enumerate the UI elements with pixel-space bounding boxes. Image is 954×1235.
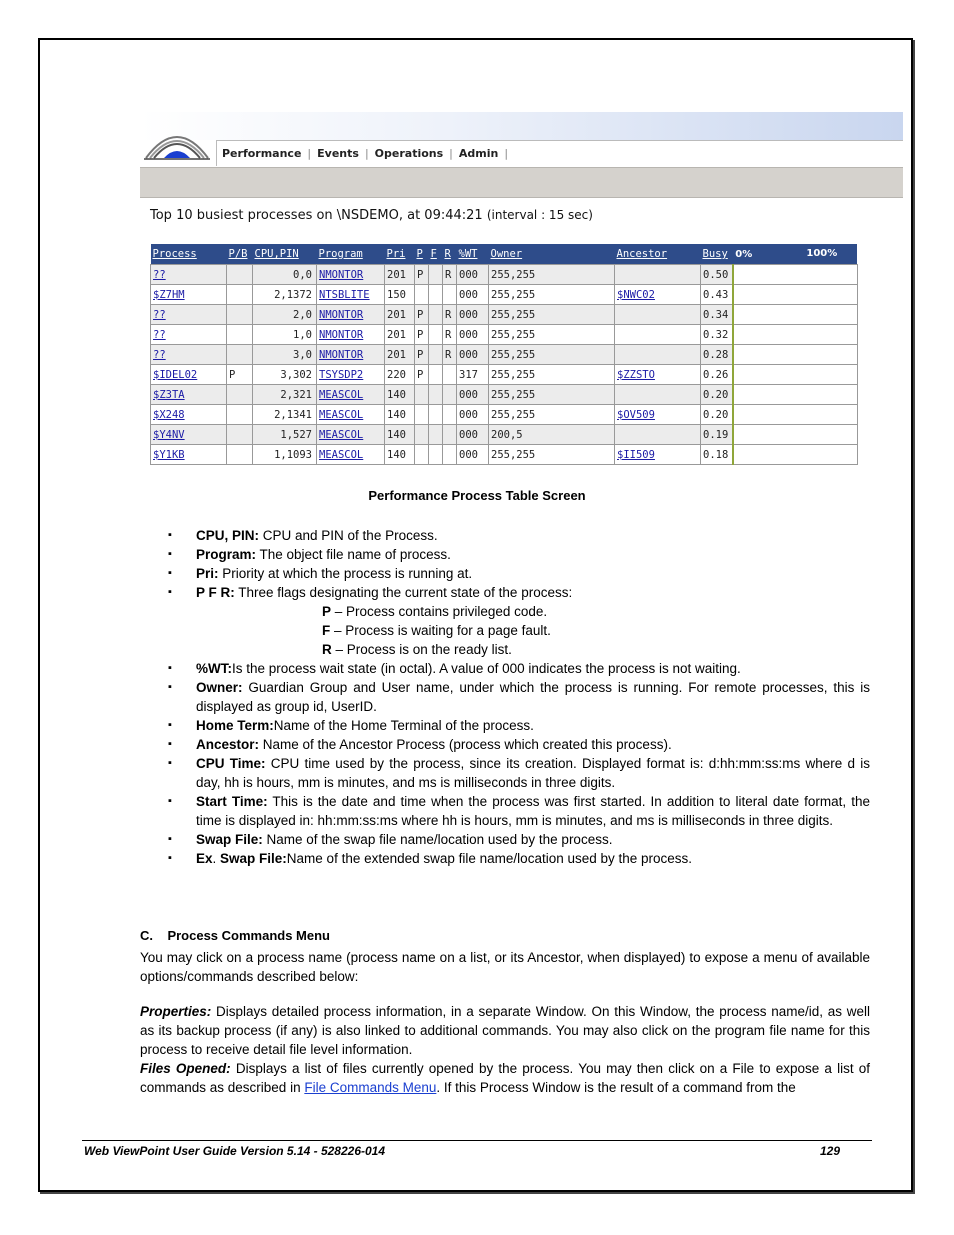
busy-bar	[733, 265, 857, 285]
col-p[interactable]: P	[416, 248, 423, 260]
process-link[interactable]: $Z3TA	[153, 388, 185, 401]
table-row	[151, 405, 858, 425]
nav-events[interactable]: Events	[317, 147, 359, 160]
cell-owner: 255,255	[489, 365, 615, 385]
busy-bar	[733, 385, 857, 405]
col-program[interactable]: Program	[318, 248, 363, 260]
cell-f	[429, 305, 443, 325]
cell-ancestor	[615, 285, 701, 305]
cell-wt: 000	[457, 425, 489, 445]
busy-bar	[733, 325, 857, 345]
col-ancestor[interactable]: Ancestor	[616, 248, 668, 260]
cell-pb	[227, 265, 253, 285]
cell-pri: 150	[385, 285, 415, 305]
process-table	[150, 244, 858, 465]
col-f[interactable]: F	[430, 248, 437, 260]
program-link[interactable]: TSYSDP2	[319, 368, 364, 381]
flag-item: R – Process is on the ready list.	[322, 642, 512, 657]
cell-p	[415, 445, 429, 465]
cell-busy: 0.28	[701, 345, 734, 365]
busy-scale-min: 0%	[735, 248, 753, 260]
nav-separator: |	[504, 147, 509, 160]
ancestor-link[interactable]: $NWC02	[617, 288, 655, 301]
cell-p	[415, 425, 429, 445]
cell-wt: 000	[457, 385, 489, 405]
cell-r: R	[443, 265, 457, 285]
busy-bar	[733, 285, 857, 305]
busy-scale-max: 100%	[806, 248, 838, 259]
program-link[interactable]: MEASCOL	[319, 388, 364, 401]
process-link[interactable]: $Y4NV	[153, 428, 185, 441]
program-link[interactable]: NMONTOR	[319, 328, 364, 341]
cell-program	[317, 445, 385, 465]
cell-r	[443, 425, 457, 445]
process-link[interactable]: ??	[153, 308, 166, 321]
definition-item: ▪ Owner: Guardian Group and User name, under which the process is running. For remote processes, this is displayed as group id, UserID.	[168, 678, 870, 716]
definition-item: ▪ CPU, PIN: CPU and PIN of the Process.	[168, 526, 870, 545]
flag-item: P – Process contains privileged code.	[322, 604, 548, 619]
program-link[interactable]: MEASCOL	[319, 428, 364, 441]
col-r[interactable]: R	[444, 248, 451, 260]
cell-cpupin: 2,1372	[253, 285, 317, 305]
page-number: 129	[820, 1144, 841, 1158]
table-row	[151, 425, 858, 445]
cell-ancestor	[615, 345, 701, 365]
screen-heading	[150, 208, 593, 223]
cell-process	[151, 365, 227, 385]
cell-busy: 0.19	[701, 425, 734, 445]
table-row	[151, 365, 858, 385]
cell-p: P	[415, 345, 429, 365]
process-link[interactable]: $IDEL02	[153, 368, 198, 381]
cell-pb	[227, 325, 253, 345]
cell-r: R	[443, 325, 457, 345]
program-link[interactable]: NMONTOR	[319, 268, 364, 281]
cell-owner: 255,255	[489, 325, 615, 345]
cell-pri: 220	[385, 365, 415, 385]
cell-pb	[227, 425, 253, 445]
cell-ancestor	[615, 405, 701, 425]
cell-r	[443, 285, 457, 305]
cell-busy: 0.32	[701, 325, 734, 345]
busy-bar	[733, 445, 857, 465]
cell-pri: 140	[385, 405, 415, 425]
toolbar-strip	[140, 167, 903, 198]
cell-ancestor	[615, 265, 701, 285]
cell-p: P	[415, 265, 429, 285]
cell-p: P	[415, 365, 429, 385]
viewpoint-logo-icon	[142, 122, 212, 166]
flag-item: F – Process is waiting for a page fault.	[322, 623, 551, 638]
cell-program	[317, 345, 385, 365]
cell-program	[317, 285, 385, 305]
definition-item: ▪ Swap File: Name of the swap file name/location used by the process.	[168, 830, 870, 849]
cell-process	[151, 305, 227, 325]
process-link[interactable]: $X248	[153, 408, 185, 421]
definition-item: ▪ P F R: Three flags designating the current state of the process:	[168, 583, 870, 602]
cell-cpupin: 3,0	[253, 345, 317, 365]
cell-process	[151, 325, 227, 345]
cell-owner: 255,255	[489, 305, 615, 325]
cell-ancestor	[615, 325, 701, 345]
cell-r	[443, 385, 457, 405]
cell-f	[429, 405, 443, 425]
files-opened-paragraph: Files Opened: Displays a list of files currently opened by the process. You may then click on a File to expose a list of commands as described in File Commands Menu. If this Process Window is the result of a command from the	[140, 1061, 870, 1095]
app-header-band	[140, 112, 903, 140]
cell-pb	[227, 285, 253, 305]
program-link[interactable]: MEASCOL	[319, 408, 364, 421]
program-link[interactable]: MEASCOL	[319, 448, 364, 461]
cell-p: P	[415, 325, 429, 345]
definition-item: ▪ Program: The object file name of process.	[168, 545, 870, 564]
cell-r: R	[443, 305, 457, 325]
footer-title: Web ViewPoint User Guide Version 5.14 - 528226-014	[84, 1144, 386, 1158]
cell-program	[317, 385, 385, 405]
cell-f	[429, 445, 443, 465]
process-link[interactable]: ??	[153, 328, 166, 341]
process-link[interactable]: ??	[153, 348, 166, 361]
cell-owner: 255,255	[489, 345, 615, 365]
cell-f	[429, 285, 443, 305]
definition-item: ▪ Pri: Priority at which the process is running at.	[168, 564, 870, 583]
cell-f	[429, 345, 443, 365]
cell-p	[415, 385, 429, 405]
process-link[interactable]: $Y1KB	[153, 448, 185, 461]
screenshot-area	[140, 112, 903, 472]
cell-pb	[227, 445, 253, 465]
cell-ancestor	[615, 305, 701, 325]
cell-r	[443, 365, 457, 385]
cell-busy: 0.20	[701, 405, 734, 425]
busy-bar	[733, 405, 857, 425]
cell-process	[151, 385, 227, 405]
process-link[interactable]: $Z7HM	[153, 288, 185, 301]
cell-process	[151, 405, 227, 425]
main-nav	[216, 140, 903, 166]
nav-separator: |	[364, 147, 369, 160]
col-pb[interactable]: P/B	[228, 248, 248, 260]
cell-owner: 255,255	[489, 445, 615, 465]
cell-wt: 000	[457, 445, 489, 465]
cell-pb	[227, 385, 253, 405]
cell-owner: 255,255	[489, 385, 615, 405]
cell-ancestor	[615, 365, 701, 385]
cell-p	[415, 285, 429, 305]
cell-owner: 255,255	[489, 405, 615, 425]
cell-ancestor	[615, 425, 701, 445]
nav-performance[interactable]: Performance	[222, 147, 302, 160]
col-pri[interactable]: Pri	[386, 248, 406, 260]
cell-busy: 0.26	[701, 365, 734, 385]
cell-pri: 201	[385, 345, 415, 365]
cell-pri: 201	[385, 305, 415, 325]
definition-item: ▪ Ancestor: Name of the Ancestor Process (process which created this process).	[168, 735, 870, 754]
cell-pri: 140	[385, 425, 415, 445]
busy-bar	[733, 345, 857, 365]
cell-cpupin: 0,0	[253, 265, 317, 285]
nav-separator: |	[307, 147, 312, 160]
cell-pri: 201	[385, 265, 415, 285]
definition-item: ▪ CPU Time: CPU time used by the process, since its creation. Displayed format is: d:hh:mm:ss:ms where d is day, hh is hours, mm is minutes, and ms is milliseconds in three digits.	[168, 754, 870, 792]
table-header-row	[151, 244, 858, 265]
cell-busy: 0.43	[701, 285, 734, 305]
definition-item: ▪ Home Term:Name of the Home Terminal of the process.	[168, 716, 870, 735]
table-row	[151, 265, 858, 285]
cell-f	[429, 365, 443, 385]
cell-program	[317, 265, 385, 285]
definition-item: ▪ %WT:Is the process wait state (in octal). A value of 000 indicates the process is not waiting.	[168, 659, 870, 678]
cell-pb: P	[227, 365, 253, 385]
cell-cpupin: 3,302	[253, 365, 317, 385]
process-link[interactable]: ??	[153, 268, 166, 281]
cell-p: P	[415, 305, 429, 325]
cell-program	[317, 405, 385, 425]
cell-busy: 0.34	[701, 305, 734, 325]
col-process[interactable]: Process	[152, 248, 197, 260]
program-link[interactable]: NMONTOR	[319, 308, 364, 321]
cell-ancestor	[615, 385, 701, 405]
cell-cpupin: 2,321	[253, 385, 317, 405]
footer-rule	[82, 1140, 872, 1141]
table-row	[151, 385, 858, 405]
cell-p	[415, 405, 429, 425]
cell-process	[151, 265, 227, 285]
table-row	[151, 325, 858, 345]
cell-f	[429, 385, 443, 405]
cell-program	[317, 305, 385, 325]
busy-bar	[733, 425, 857, 445]
screen-interval: (interval : 15 sec)	[486, 208, 593, 222]
cell-f	[429, 325, 443, 345]
busy-bar	[733, 305, 857, 325]
cell-wt: 000	[457, 345, 489, 365]
cell-program	[317, 325, 385, 345]
cell-owner: 255,255	[489, 265, 615, 285]
col-busy[interactable]: Busy	[702, 248, 728, 260]
nav-admin[interactable]: Admin	[458, 147, 499, 160]
cell-ancestor	[615, 445, 701, 465]
table-row	[151, 345, 858, 365]
cell-program	[317, 425, 385, 445]
cell-cpupin: 1,1093	[253, 445, 317, 465]
definition-item: ▪ Ex. Swap File:Name of the extended swap file name/location used by the process.	[168, 849, 870, 868]
cell-pri: 140	[385, 445, 415, 465]
cell-wt: 000	[457, 325, 489, 345]
table-row	[151, 285, 858, 305]
cell-process	[151, 345, 227, 365]
cell-r	[443, 445, 457, 465]
cell-pri: 140	[385, 385, 415, 405]
cell-cpupin: 2,0	[253, 305, 317, 325]
cell-pri: 201	[385, 325, 415, 345]
cell-wt: 000	[457, 285, 489, 305]
cell-wt: 000	[457, 405, 489, 425]
cell-wt: 000	[457, 265, 489, 285]
cell-process	[151, 445, 227, 465]
table-row	[151, 445, 858, 465]
cell-wt: 317	[457, 365, 489, 385]
cell-f	[429, 425, 443, 445]
cell-busy: 0.20	[701, 385, 734, 405]
cell-process	[151, 425, 227, 445]
cell-owner: 255,255	[489, 285, 615, 305]
ancestor-link[interactable]: $OV509	[617, 408, 655, 421]
cell-busy: 0.18	[701, 445, 734, 465]
program-link[interactable]: NMONTOR	[319, 348, 364, 361]
nav-operations[interactable]: Operations	[374, 147, 444, 160]
program-link[interactable]: NTSBLITE	[319, 288, 370, 301]
definition-item: ▪ Start Time: This is the date and time when the process was first started. In addition to literal date format, the time is displayed in: hh:mm:ss:ms where hh is hours, mm is minutes, and ms is milliseconds in three digits.	[168, 792, 870, 830]
file-commands-menu-link[interactable]: File Commands Menu	[304, 1080, 437, 1095]
cell-owner: 200,5	[489, 425, 615, 445]
cell-pb	[227, 305, 253, 325]
figure-caption: Performance Process Table Screen	[368, 488, 586, 503]
col-owner[interactable]: Owner	[490, 248, 523, 260]
section-title: C. Process Commands Menu	[140, 928, 330, 943]
cell-r: R	[443, 345, 457, 365]
cell-f	[429, 265, 443, 285]
cell-pb	[227, 405, 253, 425]
ancestor-link[interactable]: $II509	[617, 448, 655, 461]
screen-title: Top 10 busiest processes on \NSDEMO, at 09:44:21	[150, 208, 483, 223]
cell-program	[317, 365, 385, 385]
cell-r	[443, 405, 457, 425]
ancestor-link[interactable]: $ZZSTO	[617, 368, 655, 381]
cell-cpupin: 1,0	[253, 325, 317, 345]
cell-wt: 000	[457, 305, 489, 325]
nav-separator: |	[449, 147, 453, 160]
section-intro: You may click on a process name (process name on a list, or its Ancestor, when displayed) to expose a menu of available options/commands described below:	[140, 950, 870, 984]
cell-busy: 0.50	[701, 265, 734, 285]
busy-bar	[733, 365, 857, 385]
cell-cpupin: 1,527	[253, 425, 317, 445]
cell-pb	[227, 345, 253, 365]
properties-paragraph: Properties: Displays detailed process information, in a separate Window. On this Window, the process name/id, as well as its backup process (if any) is also linked to additional commands. You may also click on the program file name for this process to receive detail file level information.	[140, 1004, 870, 1057]
table-row	[151, 305, 858, 325]
cell-process	[151, 285, 227, 305]
col-cpupin[interactable]: CPU,PIN	[254, 248, 299, 260]
col-wt[interactable]: %WT	[458, 248, 478, 260]
cell-cpupin: 2,1341	[253, 405, 317, 425]
definition-list	[168, 526, 870, 868]
